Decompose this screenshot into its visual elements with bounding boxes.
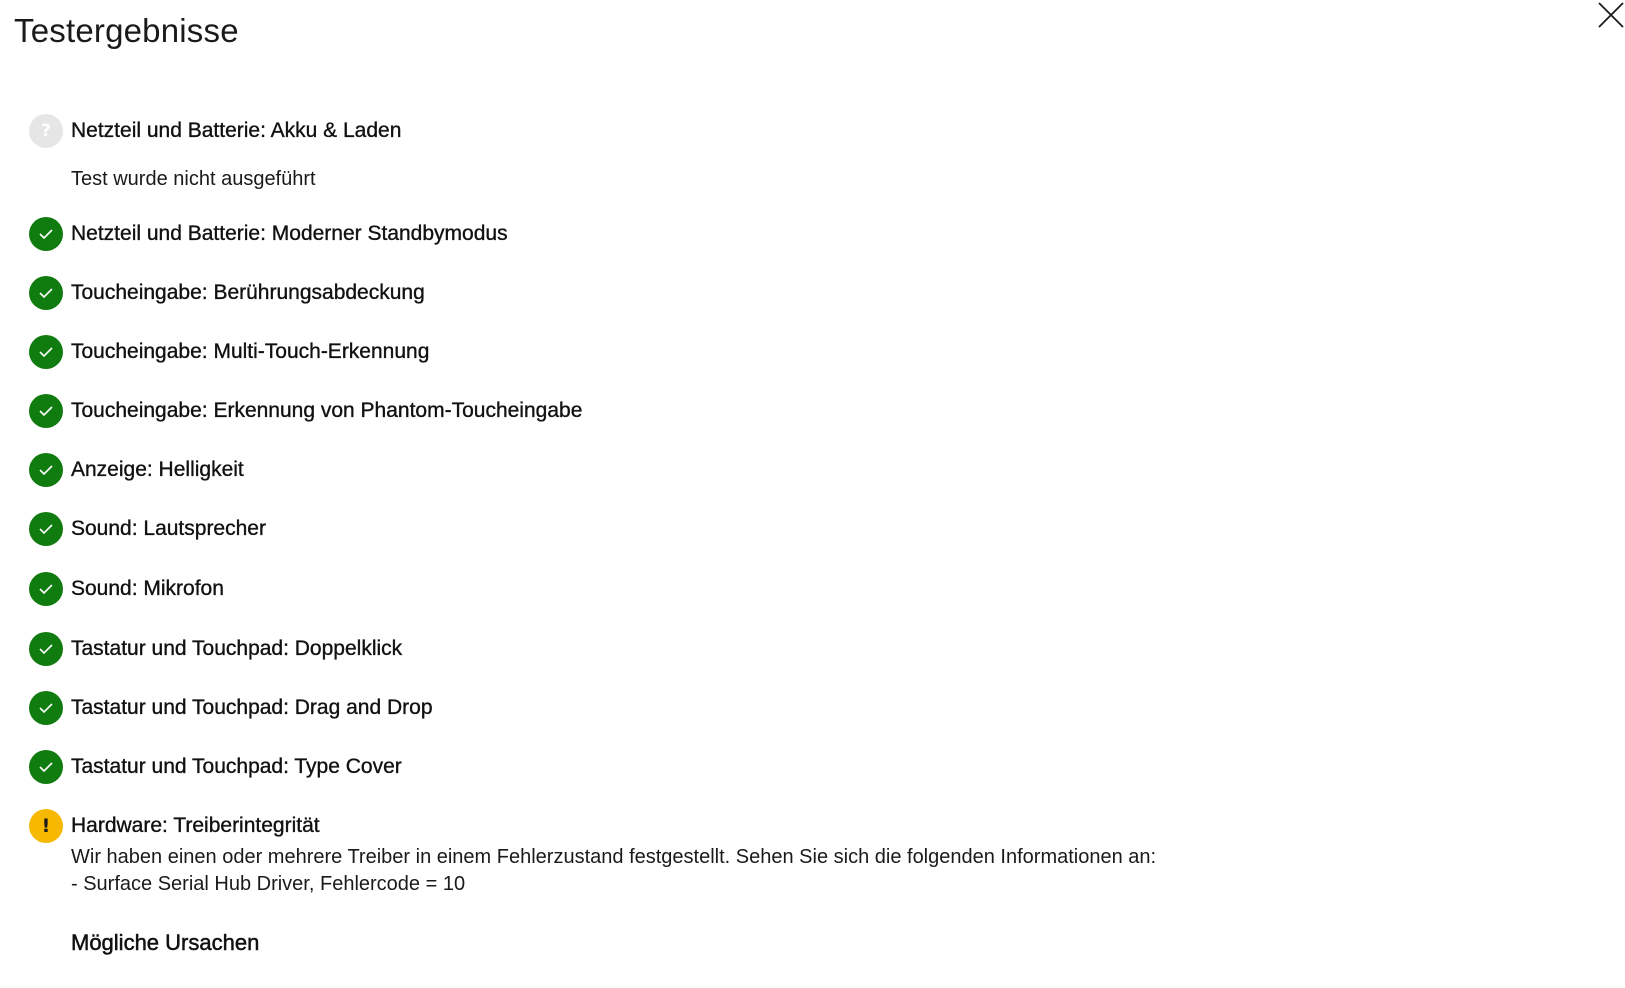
test-row-helligkeit — [29, 453, 244, 487]
test-label: Netzteil und Batterie: Moderner Standbymodus — [71, 222, 508, 245]
test-row-multi-touch — [29, 335, 429, 369]
checkmark-icon — [29, 453, 63, 487]
test-detail-driver: - Surface Serial Hub Driver, Fehlercode = 10 — [71, 873, 466, 895]
test-label: Sound: Mikrofon — [71, 577, 224, 600]
test-label: Toucheingabe: Erkennung von Phantom-Toucheingabe — [71, 399, 583, 422]
test-row-doppelklick — [29, 632, 402, 666]
test-label: Tastatur und Touchpad: Drag and Drop — [71, 696, 433, 719]
test-row-beruehrungsabdeckung — [29, 276, 425, 310]
checkmark-icon — [29, 217, 63, 251]
test-row-treiberintegritaet — [29, 809, 320, 843]
test-detail: Wir haben einen oder mehrere Treiber in einem Fehlerzustand festgestellt. Sehen Sie sich die folgenden Informationen an: — [71, 846, 1157, 868]
test-row-mikrofon — [29, 572, 224, 606]
page-title: Testergebnisse — [14, 12, 239, 49]
test-row-type-cover — [29, 750, 402, 784]
checkmark-icon — [29, 691, 63, 725]
close-button[interactable] — [1589, 0, 1625, 36]
close-icon — [1589, 0, 1625, 36]
test-label: Toucheingabe: Multi-Touch-Erkennung — [71, 340, 430, 363]
section-heading-causes: Mögliche Ursachen — [71, 930, 260, 955]
checkmark-icon — [29, 632, 63, 666]
test-row-standbymodus — [29, 217, 508, 251]
warning-icon: ! — [29, 809, 63, 843]
test-detail: Test wurde nicht ausgeführt — [71, 168, 316, 190]
test-label: Tastatur und Touchpad: Type Cover — [71, 755, 402, 778]
test-row-lautsprecher — [29, 512, 266, 546]
test-row-phantom-touch — [29, 394, 582, 428]
checkmark-icon — [29, 512, 63, 546]
checkmark-icon — [29, 335, 63, 369]
test-label: Toucheingabe: Berührungsabdeckung — [71, 281, 425, 304]
test-row-akku-laden — [29, 114, 401, 148]
test-label: Netzteil und Batterie: Akku & Laden — [71, 119, 402, 142]
test-row-drag-and-drop — [29, 691, 433, 725]
checkmark-icon — [29, 750, 63, 784]
test-label: Anzeige: Helligkeit — [71, 458, 244, 481]
checkmark-icon — [29, 276, 63, 310]
test-label: Tastatur und Touchpad: Doppelklick — [71, 637, 403, 660]
checkmark-icon — [29, 572, 63, 606]
test-label: Sound: Lautsprecher — [71, 517, 266, 540]
question-icon: ? — [29, 114, 63, 148]
checkmark-icon — [29, 394, 63, 428]
test-label: Hardware: Treiberintegrität — [71, 814, 320, 837]
